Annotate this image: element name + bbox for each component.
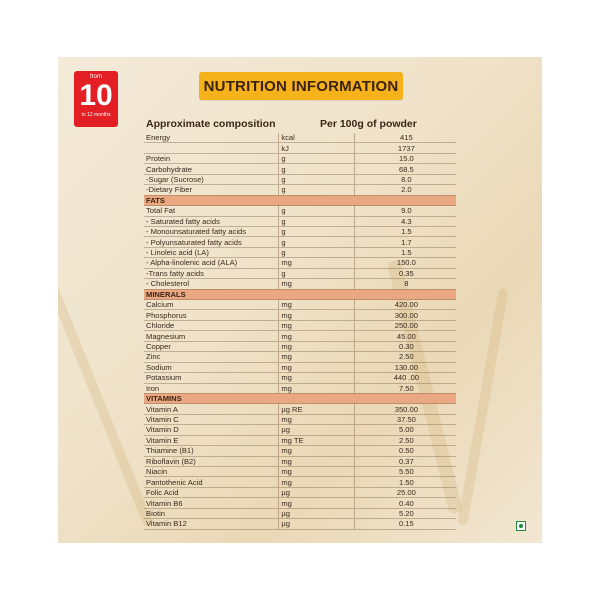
nutrient-unit: mg	[279, 331, 354, 341]
nutrient-value: 440 .00	[354, 373, 456, 383]
table-row	[144, 164, 456, 174]
nutrient-unit: g	[279, 185, 354, 195]
nutrient-name: Vitamin D	[144, 425, 279, 435]
nutrient-unit: mg TE	[279, 435, 354, 445]
nutrient-unit: µg	[279, 508, 354, 518]
nutrient-value: 2.50	[354, 435, 456, 445]
nutrient-unit: mg	[279, 352, 354, 362]
column-header-composition: Approximate composition	[146, 118, 276, 130]
nutrient-unit: mg	[279, 320, 354, 330]
nutrient-unit: g	[279, 226, 354, 236]
age-badge	[74, 71, 118, 127]
table-row	[144, 310, 456, 320]
table-row	[144, 456, 456, 466]
nutrient-name: Folic Acid	[144, 487, 279, 497]
nutrient-unit: µg	[279, 487, 354, 497]
nutrient-name: - Saturated fatty acids	[144, 216, 279, 226]
table-row	[144, 508, 456, 518]
nutrient-value: 250.00	[354, 320, 456, 330]
nutrient-name: Vitamin C	[144, 414, 279, 424]
nutrient-name: Thiamine (B1)	[144, 446, 279, 456]
nutrient-name: Iron	[144, 383, 279, 393]
nutrient-name: Vitamin B6	[144, 498, 279, 508]
table-row	[144, 341, 456, 351]
nutrient-value: 4.3	[354, 216, 456, 226]
table-row	[144, 268, 456, 278]
table-row	[144, 279, 456, 289]
nutrient-name: Niacin	[144, 467, 279, 477]
nutrient-name: Vitamin E	[144, 435, 279, 445]
nutrient-value: 0.50	[354, 446, 456, 456]
nutrient-unit: g	[279, 153, 354, 163]
title-banner	[199, 72, 403, 100]
vegetarian-mark-icon	[516, 521, 526, 531]
nutrient-name: Phosphorus	[144, 310, 279, 320]
nutrient-value: 130.00	[354, 362, 456, 372]
table-row	[144, 519, 456, 529]
nutrient-unit: µg RE	[279, 404, 354, 414]
column-header-per-100g: Per 100g of powder	[320, 118, 417, 130]
wheat-stalk-decoration	[457, 288, 509, 526]
nutrient-value: 45.00	[354, 331, 456, 341]
nutrient-value: 0.15	[354, 519, 456, 529]
table-row	[144, 143, 456, 153]
nutrient-unit: mg	[279, 446, 354, 456]
nutrient-unit: g	[279, 237, 354, 247]
nutrient-value: 0.40	[354, 498, 456, 508]
nutrient-value: 420.00	[354, 300, 456, 310]
nutrient-name: Protein	[144, 153, 279, 163]
nutrient-unit: mg	[279, 383, 354, 393]
table-row	[144, 206, 456, 216]
nutrient-value: 8.0	[354, 174, 456, 184]
age-badge-range: to 12 months	[81, 112, 111, 118]
nutrient-name: Riboflavin (B2)	[144, 456, 279, 466]
nutrient-name: Carbohydrate	[144, 164, 279, 174]
nutrient-name: Sodium	[144, 362, 279, 372]
nutrient-name: -Sugar (Sucrose)	[144, 174, 279, 184]
nutrient-value: 0.37	[354, 456, 456, 466]
table-row	[144, 237, 456, 247]
nutrient-unit: g	[279, 247, 354, 257]
nutrient-value: 8	[354, 279, 456, 289]
nutrient-unit: µg	[279, 519, 354, 529]
nutrient-unit: kcal	[279, 133, 354, 143]
nutrient-value: 37.50	[354, 414, 456, 424]
nutrient-value: 15.0	[354, 153, 456, 163]
table-row	[144, 247, 456, 257]
nutrient-name: Vitamin A	[144, 404, 279, 414]
nutrient-value: 1.50	[354, 477, 456, 487]
nutrient-name: Calcium	[144, 300, 279, 310]
nutrient-unit: kJ	[279, 143, 354, 153]
table-row	[144, 467, 456, 477]
section-header-row	[144, 289, 456, 299]
nutrient-name: - Linoleic acid (LA)	[144, 247, 279, 257]
section-header-row	[144, 195, 456, 205]
nutrient-unit: mg	[279, 341, 354, 351]
nutrient-value: 350.00	[354, 404, 456, 414]
nutrient-name: Copper	[144, 341, 279, 351]
table-row	[144, 435, 456, 445]
nutrient-value: 5.20	[354, 508, 456, 518]
table-row	[144, 352, 456, 362]
table-row	[144, 331, 456, 341]
nutrient-name: - Polyunsaturated fatty acids	[144, 237, 279, 247]
nutrient-name: - Monounsaturated fatty acids	[144, 226, 279, 236]
nutrition-panel	[58, 57, 542, 543]
nutrient-unit: g	[279, 174, 354, 184]
section-title: FATS	[144, 195, 456, 205]
table-row	[144, 216, 456, 226]
table-row	[144, 133, 456, 143]
nutrient-unit: g	[279, 268, 354, 278]
nutrient-unit: mg	[279, 498, 354, 508]
nutrient-value: 2.0	[354, 185, 456, 195]
nutrition-table	[144, 133, 456, 530]
table-row	[144, 425, 456, 435]
nutrient-unit: µg	[279, 425, 354, 435]
age-badge-number: 10	[79, 79, 113, 112]
nutrient-value: 7.50	[354, 383, 456, 393]
table-row	[144, 477, 456, 487]
nutrient-value: 300.00	[354, 310, 456, 320]
nutrient-value: 1.7	[354, 237, 456, 247]
nutrient-name: Magnesium	[144, 331, 279, 341]
nutrient-value: 150.0	[354, 258, 456, 268]
nutrient-name: -Trans fatty acids	[144, 268, 279, 278]
nutrient-unit: mg	[279, 279, 354, 289]
table-row	[144, 498, 456, 508]
section-title: MINERALS	[144, 289, 456, 299]
section-header-row	[144, 393, 456, 403]
nutrient-unit: mg	[279, 414, 354, 424]
table-row	[144, 414, 456, 424]
nutrient-unit: mg	[279, 310, 354, 320]
nutrient-value: 0.30	[354, 341, 456, 351]
nutrient-value: 5.50	[354, 467, 456, 477]
nutrient-name: Potassium	[144, 373, 279, 383]
nutrient-unit: mg	[279, 300, 354, 310]
table-row	[144, 300, 456, 310]
page-title: NUTRITION INFORMATION	[203, 77, 399, 95]
nutrient-value: 0.35	[354, 268, 456, 278]
table-row	[144, 153, 456, 163]
table-row	[144, 487, 456, 497]
nutrient-name: Pantothenic Acid	[144, 477, 279, 487]
nutrient-value: 2.50	[354, 352, 456, 362]
table-row	[144, 174, 456, 184]
age-badge-from: from	[90, 74, 102, 80]
nutrient-unit: mg	[279, 467, 354, 477]
table-row	[144, 226, 456, 236]
nutrient-unit: g	[279, 164, 354, 174]
nutrient-name: - Cholesterol	[144, 279, 279, 289]
table-row	[144, 446, 456, 456]
table-row	[144, 404, 456, 414]
table-row	[144, 383, 456, 393]
nutrient-name: Zinc	[144, 352, 279, 362]
wheat-stalk-decoration	[58, 246, 154, 528]
table-row	[144, 258, 456, 268]
nutrient-value: 1.5	[354, 247, 456, 257]
nutrient-unit: mg	[279, 373, 354, 383]
nutrient-unit: g	[279, 216, 354, 226]
table-row	[144, 320, 456, 330]
nutrient-unit: mg	[279, 477, 354, 487]
nutrient-value: 68.5	[354, 164, 456, 174]
table-row	[144, 185, 456, 195]
nutrient-value: 25.00	[354, 487, 456, 497]
nutrient-name: Biotin	[144, 508, 279, 518]
nutrient-name: -Dietary Fiber	[144, 185, 279, 195]
nutrient-value: 5.00	[354, 425, 456, 435]
nutrient-value: 9.0	[354, 206, 456, 216]
section-title: VITAMINS	[144, 393, 456, 403]
nutrient-value: 415	[354, 133, 456, 143]
nutrient-value: 1737	[354, 143, 456, 153]
nutrient-name: Chloride	[144, 320, 279, 330]
nutrient-name: Total Fat	[144, 206, 279, 216]
nutrient-name	[144, 143, 279, 153]
nutrient-name: Vitamin B12	[144, 519, 279, 529]
nutrient-value: 1.5	[354, 226, 456, 236]
nutrient-name: - Alpha-linolenic acid (ALA)	[144, 258, 279, 268]
nutrient-unit: mg	[279, 456, 354, 466]
nutrient-unit: g	[279, 206, 354, 216]
nutrient-name: Energy	[144, 133, 279, 143]
table-row	[144, 362, 456, 372]
nutrient-unit: mg	[279, 362, 354, 372]
nutrient-unit: mg	[279, 258, 354, 268]
table-row	[144, 373, 456, 383]
